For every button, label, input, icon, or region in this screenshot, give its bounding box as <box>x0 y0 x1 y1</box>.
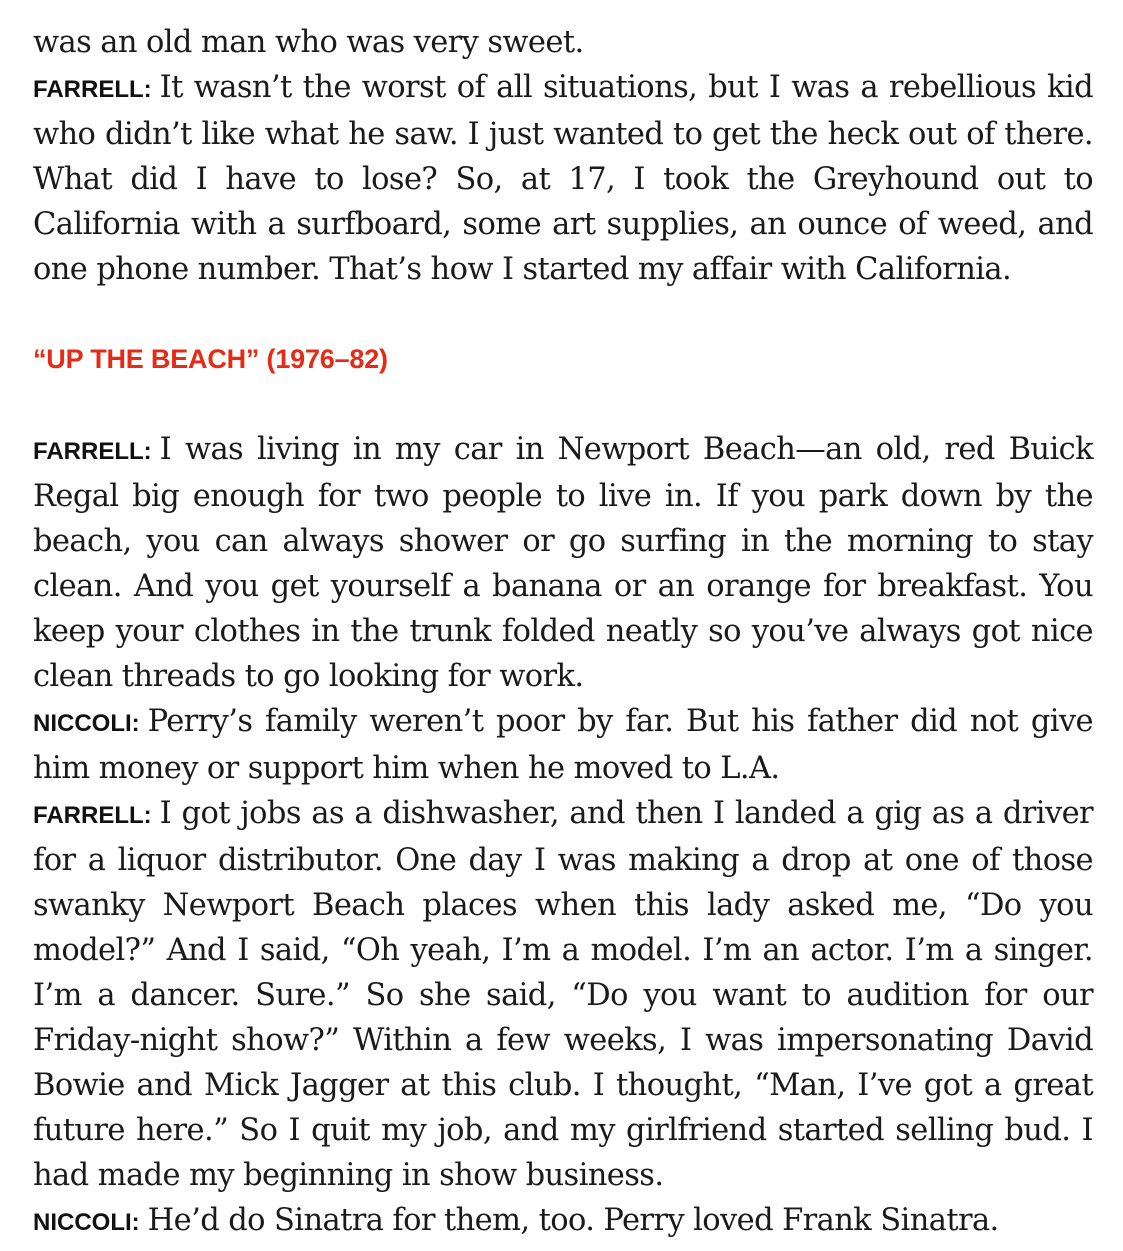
paragraph-text: He’d do Sinatra for them, too. Perry loved Frank Sinatra. <box>147 1203 999 1238</box>
speaker-label: FARRELL: <box>33 438 152 465</box>
article-body <box>33 20 1093 1245</box>
paragraph-intro <box>33 20 1093 65</box>
speaker-label: FARRELL: <box>33 802 152 829</box>
paragraph-farrell-1 <box>33 65 1093 292</box>
paragraph-farrell-3 <box>33 791 1093 1198</box>
speaker-label: NICCOLI: <box>33 710 140 737</box>
paragraph-text: I got jobs as a dishwasher, and then I landed a gig as a driver for a liquor distributor. One day I was making a drop at one of those swanky Newport Beach places when this lady asked me, “Do you model?” And I said, “Oh yeah, I’m a model. I’m an actor. I’m a singer. I’m a dancer. Sure.” So she said, “Do you want to audition for our Friday-night show?” Within a few weeks, I was impersonating David Bowie and Mick Jagger at this club. I thought, “Man, I’ve got a great future here.” So I quit my job, and my girlfriend started selling bud. I had made my beginning in show business. <box>33 796 1093 1193</box>
paragraph-text: I was living in my car in Newport Beach—an old, red Buick Regal big enough for two people to live in. If you park down by the beach, you can always shower or go surfing in the morning to stay clean. And you get yourself a banana or an orange for breakfast. You keep your clothes in the trunk folded neatly so you’ve always got nice clean threads to go looking for work. <box>33 432 1093 694</box>
paragraph-farrell-2 <box>33 427 1093 699</box>
speaker-label: FARRELL: <box>33 76 152 103</box>
paragraph-text: was an old man who was very sweet. <box>33 25 584 60</box>
paragraph-text: Perry’s family weren’t poor by far. But his father did not give him money or support him when he moved to L.A. <box>33 704 1093 786</box>
paragraph-niccoli-2 <box>33 1198 1093 1245</box>
section-heading: “UP THE BEACH” (1976–82) <box>33 344 388 374</box>
paragraph-niccoli-1 <box>33 699 1093 791</box>
speaker-label: NICCOLI: <box>33 1209 140 1236</box>
paragraph-text: It wasn’t the worst of all situations, but I was a rebellious kid who didn’t like what he saw. I just wanted to get the heck out of there. What did I have to lose? So, at 17, I took the Greyhound out to California with a surfboard, some art supplies, an ounce of weed, and one phone number. That’s how I started my affair with California. <box>33 70 1093 287</box>
